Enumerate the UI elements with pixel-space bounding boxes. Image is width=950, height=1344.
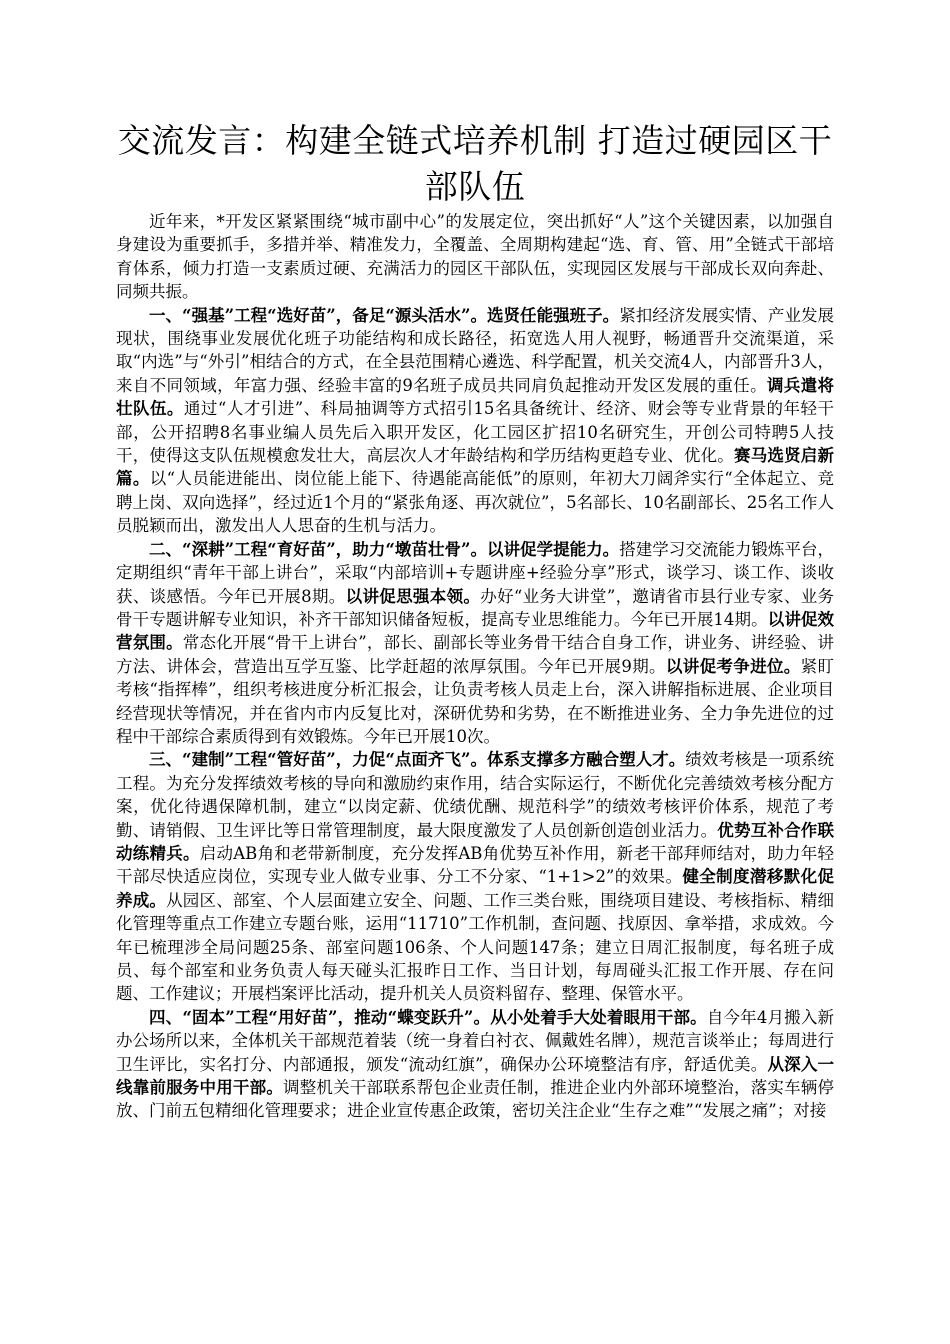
paragraph-heading: 健全制度潜移默化促养成。 [116, 867, 835, 910]
paragraph-heading: 一、“强基”工程“选好苗”，备足“源头活水”。选贤任能强班子。 [149, 305, 620, 325]
paragraph-heading: 以讲促思强本领。 [345, 586, 481, 606]
paragraph [116, 1006, 834, 1123]
paragraph-heading: 赛马选贤启新篇。 [116, 446, 835, 489]
paragraph [116, 538, 834, 749]
document-title: 交流发言：构建全链式培养机制 打造过硬园区干部队伍 [117, 121, 833, 206]
paragraph-heading: 三、“建制”工程“管好苗”，力促“点面齐飞”。体系支撑多方融合塑人才。 [149, 750, 686, 770]
paragraph [116, 210, 834, 304]
paragraph-text: 通过“人才引进”、科局抽调等方式招引15名具备统计、经济、财会等专业背景的年轻干部，公开招聘8名事业编人员先后入职开发区，化工园区扩招10名研究生，开创公司特聘5人技干，使得这支队伍规模愈发壮大，高层次人才年龄结构和学历结构更趋专业、优化。 [116, 399, 834, 466]
paragraph-text: 近年来，*开发区紧紧围绕“城市副中心”的发展定位，突出抓好“人”这个关键因素，以加强自身建设为重要抓手，多措并举、精准发力，全覆盖、全周期构建起“选、育、管、用”全链式干部培育体系，倾力打造一支素质过硬、充满活力的园区干部队伍，实现园区发展与干部成长双向奔赴、同频共振。 [116, 212, 834, 302]
paragraph [116, 748, 834, 1005]
paragraph-heading: 二、“深耕”工程“育好苗”，助力“墩苗壮骨”。以讲促学提能力。 [149, 539, 620, 559]
paragraph-heading: 以讲促效营氛围。 [116, 609, 835, 653]
paragraph-text: 搭建学习交流能力锻炼平台，定期组织“青年干部上讲台”，采取“内部培训+专题讲座+经验分享”形式，谈学习、谈工作、谈收获、谈感悟。今年已开展8期。 [116, 539, 834, 606]
paragraph-text: 办好“业务大讲堂”，邀请省市县行业专家、业务骨干专题讲解专业知识，补齐干部知识储备短板，提高专业思维能力。今年已开展14期。 [116, 586, 835, 629]
paragraph-text: 调整机关干部联系帮包企业责任制，推进企业内外部环境整治，落实车辆停放、门前五包精细化管理要求；进企业宣传惠企政策，密切关注企业“生存之难”“发展之痛”；对接 [116, 1078, 835, 1121]
paragraph-heading: 调兵遣将壮队伍。 [116, 375, 835, 419]
paragraph-heading: 从深入一线靠前服务中用干部。 [116, 1054, 835, 1098]
paragraph [116, 304, 834, 538]
document-body [116, 210, 834, 1123]
paragraph-text: 绩效考核是一项系统工程。为充分发挥绩效考核的导向和激励约束作用，结合实际运行，不断优化完善绩效考核分配方案，优化待遇保障机制，建立“以岗定薪、优绩优酬、规范科学”的绩效考核评价体系，规范了考勤、请销假、卫生评比等日常管理制度，最大限度激发了人员创新创造创业活力。 [116, 750, 834, 840]
paragraph-heading: 以讲促考争进位。 [665, 656, 801, 676]
paragraph-text: 常态化开展“骨干上讲台”，部长、副部长等业务骨干结合自身工作，讲业务、讲经验、讲方法、讲体会，营造出互学互鉴、比学赶超的浓厚氛围。今年已开展9期。 [116, 633, 835, 676]
paragraph-text: 从园区、部室、个人层面建立安全、问题、工作三类台账，围绕项目建设、考核指标、精细化管理等重点工作建立专题台账，运用“11710”工作机制，查问题、找原因、拿举措，求成效。今年已梳理涉全局问题25条、部室问题106条、个人问题147条；建立日周汇报制度，每名班子成员、每个部室和业务负责人每天碰头汇报昨日工作、当日计划，每周碰头汇报工作开展、存在问题、工作建议；开展档案评比活动，提升机关人员资料留存、整理、保管水平。 [116, 890, 835, 1004]
paragraph-text: 紧扣经济发展实情、产业发展现状，围绕事业发展优化班子功能结构和成长路径，拓宽选人用人视野，畅通晋升交流渠道，采取“内选”与“外引”相结合的方式，在全县范围精心遴选、科学配置，机关交流4人，内部晋升3人，来自不同领域，年富力强、经验丰富的9名班子成员共同肩负起推动开发区发展的重任。 [116, 305, 834, 395]
document-page [116, 118, 834, 1123]
paragraph-text: 自今年4月搬入新办公场所以来，全体机关干部规范着装（统一身着白衬衣、佩戴姓名牌），规范言谈举止；每周进行卫生评比，实名打分、内部通报，颁发“流动红旗”，确保办公环境整洁有序，舒适优美。 [116, 1007, 835, 1074]
paragraph-heading: 四、“固本”工程“用好苗”，推动“蝶变跃升”。从小处着手大处着眼用干部。 [149, 1007, 707, 1027]
paragraph-text: 以“人员能进能出、岗位能上能下、待遇能高能低”的原则，年初大刀阔斧实行“全体起立、竞聘上岗、双向选择”，经过近1个月的“紧张角逐、再次就位”，5名部长、10名副部长、25名工作人员脱颖而出，激发出人人思奋的生机与活力。 [116, 469, 835, 536]
paragraph-heading: 优势互补合作联动练精兵。 [116, 820, 835, 863]
paragraph-text: 启动AB角和老带新制度，充分发挥AB角优势互补作用，新老干部拜师结对，助力年轻干部尽快适应岗位，实现专业人做专业事、分工不分家、“1+1>2”的效果。 [116, 843, 834, 887]
paragraph-text: 紧盯考核“指挥棒”，组织考核进度分析汇报会，让负责考核人员走上台，深入讲解指标进展、企业项目经营现状等情况，并在省内市内反复比对，深研优势和劣势，在不断推进业务、全力争先进位的过程中干部综合素质得到有效锻炼。今年已开展10次。 [116, 656, 835, 746]
